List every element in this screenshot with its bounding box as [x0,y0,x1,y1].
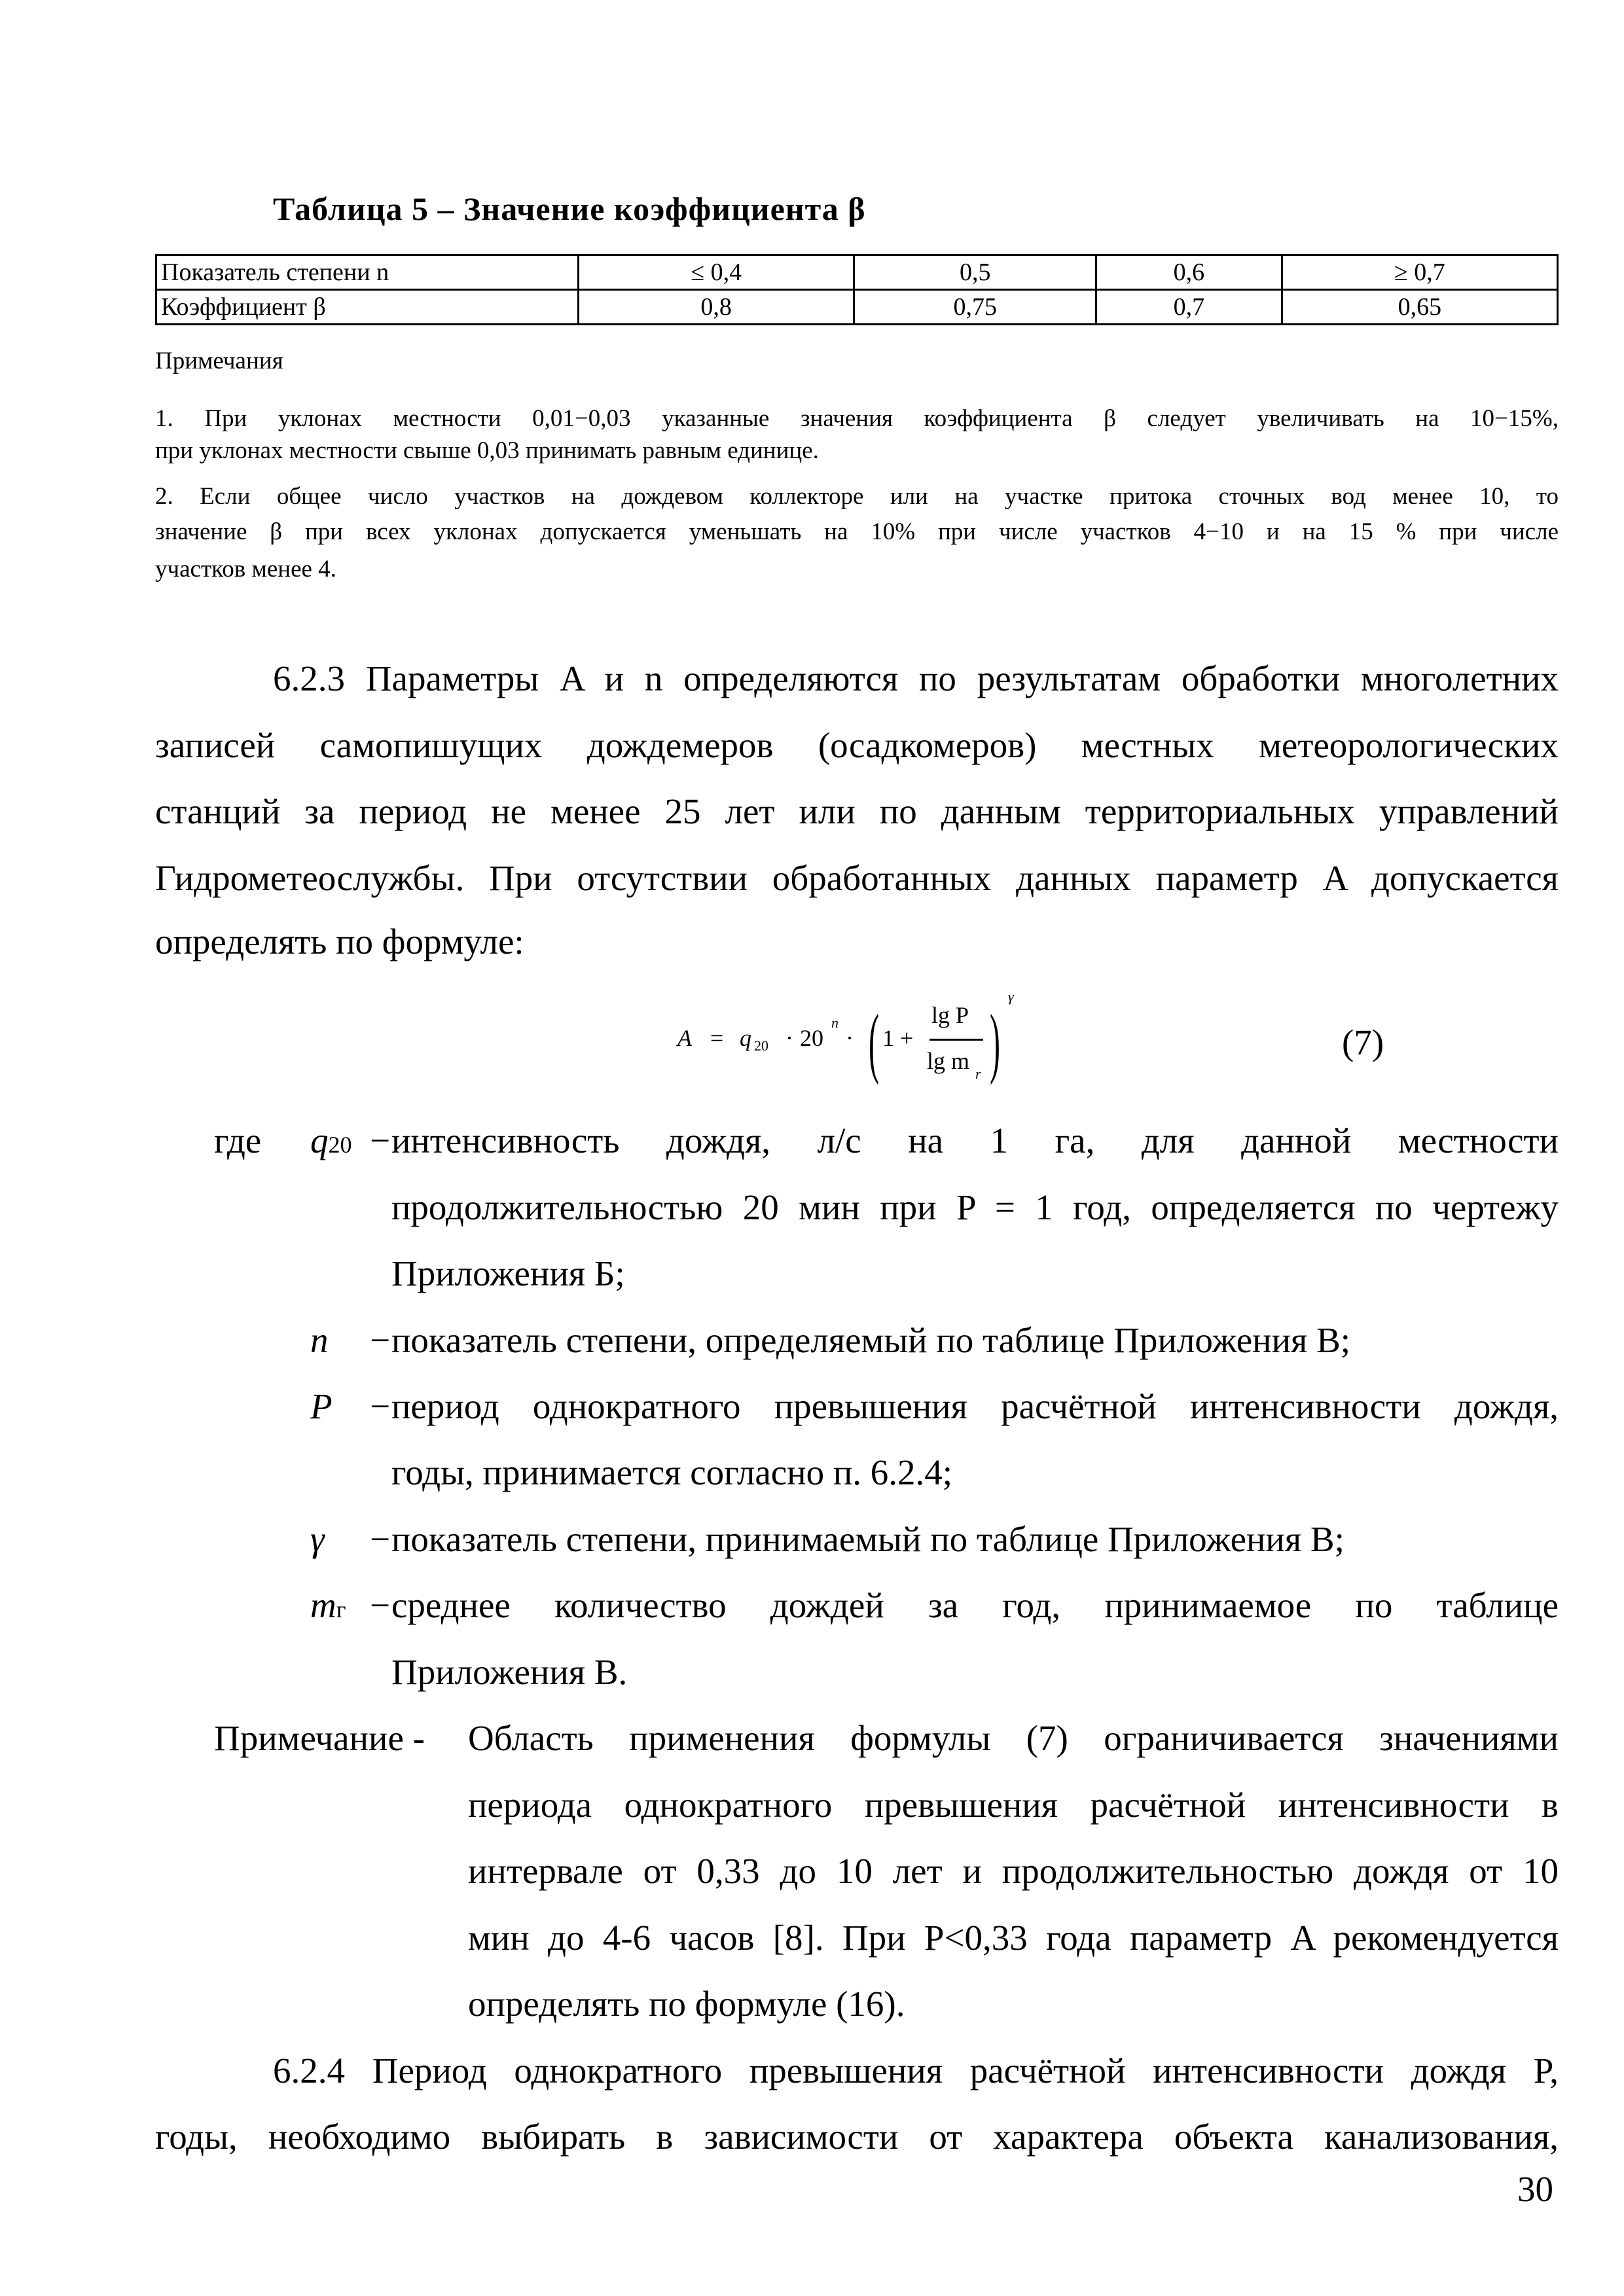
table-cell: 0,5 [854,255,1096,290]
definition-line: среднее количество дождей за год, принимаемое по таблице [391,1585,1559,1625]
definition-line: Приложения В. [391,1652,628,1692]
formula-base: 20 [800,1025,823,1051]
note-line: при уклонах местности свыше 0,03 принимать равным единице. [155,437,819,464]
row-label: Показатель степени n [156,255,579,290]
formula-q: q [740,1025,751,1051]
table-cell: 0,65 [1282,290,1557,325]
paragraph-line: станций за период не менее 25 лет или по данным территориальных управлений [155,791,1559,831]
definition-line: Приложения Б; [391,1253,625,1293]
symbol-sub: г [336,1596,346,1623]
dash: − [370,1386,391,1426]
formula-eq: = [710,1025,724,1051]
fraction-bar [929,1039,983,1041]
remark-line: интервале от 0,33 до 10 лет и продолжительностью дождя от 10 [468,1851,1559,1891]
equation-number: (7) [1342,1022,1384,1062]
table-cell: 0,7 [1096,290,1282,325]
formula-dot: · [785,1025,793,1051]
note-line: участков менее 4. [155,556,336,583]
formula-numerator: lg P [931,1002,969,1028]
definition-line: продолжительностью 20 мин при P = 1 год, определяется по чертежу [391,1187,1559,1227]
remark-line: периода однократного превышения расчётной интенсивности в [468,1785,1559,1825]
note-line: значение β при всех уклонах допускается уменьшать на 10% при числе участков 4−10 и на 15 % при числе [155,518,1559,545]
remark-line: определять по формуле (16). [468,1984,905,2024]
dash: − [370,1121,391,1160]
table-cell: 0,75 [854,290,1096,325]
formula-denominator: lg m [927,1048,970,1074]
symbol-p: P [310,1386,333,1426]
where-label: где [214,1121,262,1160]
note-line: 2. Если общее число участков на дождевом коллекторе или на участке притока сточных вод менее 10, то [155,483,1559,510]
coefficient-table [155,254,1559,325]
page-number: 30 [1517,2169,1553,2209]
symbol-m: m [310,1585,336,1625]
dash: − [370,1320,391,1360]
definition-line: период однократного превышения расчётной интенсивности дождя, [391,1386,1559,1426]
notes-heading: Примечания [155,348,283,374]
definition-line: годы, принимается согласно п. 6.2.4; [391,1452,953,1492]
left-paren: ( [868,998,879,1085]
formula-one-plus: 1 + [882,1025,914,1051]
note-line: 1. При уклонах местности 0,01−0,03 указанные значения коэффициента β следует увеличивать на 10−15%, [155,405,1559,432]
formula-dot: · [846,1025,854,1051]
symbol-gamma: γ [310,1519,325,1559]
table-cell: ≤ 0,4 [579,255,854,290]
symbol-sub: 20 [328,1132,352,1158]
paragraph-line: Гидрометеослужбы. При отсутствии обработанных данных параметр A допускается [155,858,1559,898]
paragraph-line: 6.2.4 Период однократного превышения расчётной интенсивности дождя P, [273,2051,1559,2090]
table-cell: 0,6 [1096,255,1282,290]
definition-line: интенсивность дождя, л/с на 1 га, для данной местности [391,1121,1559,1160]
table-row [156,255,1558,290]
formula-q-sub: 20 [754,1037,768,1054]
right-paren: ) [989,998,1000,1085]
definition-line: показатель степени, определяемый по таблице Приложения В; [391,1320,1351,1360]
table-cell: 0,8 [579,290,854,325]
remark-label: Примечание - [214,1718,425,1758]
definition-line: показатель степени, принимаемый по таблице Приложения В; [391,1519,1344,1559]
remark-line: мин до 4-6 часов [8]. При P<0,33 года параметр A рекомендуется [468,1918,1559,1958]
paragraph-line: годы, необходимо выбирать в зависимости от характера объекта канализования, [155,2117,1559,2157]
formula-exp-gamma: γ [1008,988,1014,1005]
paragraph-line: записей самопишущих дождемеров (осадкомеров) местных метеорологических [155,725,1559,765]
formula-lhs: A [677,1025,692,1051]
dash: − [370,1585,391,1625]
dash: − [370,1519,391,1559]
formula-den-sub: r [975,1066,981,1082]
paragraph-line: 6.2.3 Параметры A и n определяются по результатам обработки многолетних [273,658,1559,698]
symbol-n: n [310,1320,329,1360]
remark-line: Область применения формулы (7) ограничивается значениями [468,1718,1559,1758]
table-row [156,290,1558,325]
row-label: Коэффициент β [156,290,579,325]
paragraph-line: определять по формуле: [155,922,524,961]
formula-exp-n: n [831,1014,839,1031]
table-title: Таблица 5 – Значение коэффициента β [273,190,866,227]
table-cell: ≥ 0,7 [1282,255,1557,290]
symbol-q20: q [310,1121,329,1160]
formula-7 [674,988,1041,1100]
